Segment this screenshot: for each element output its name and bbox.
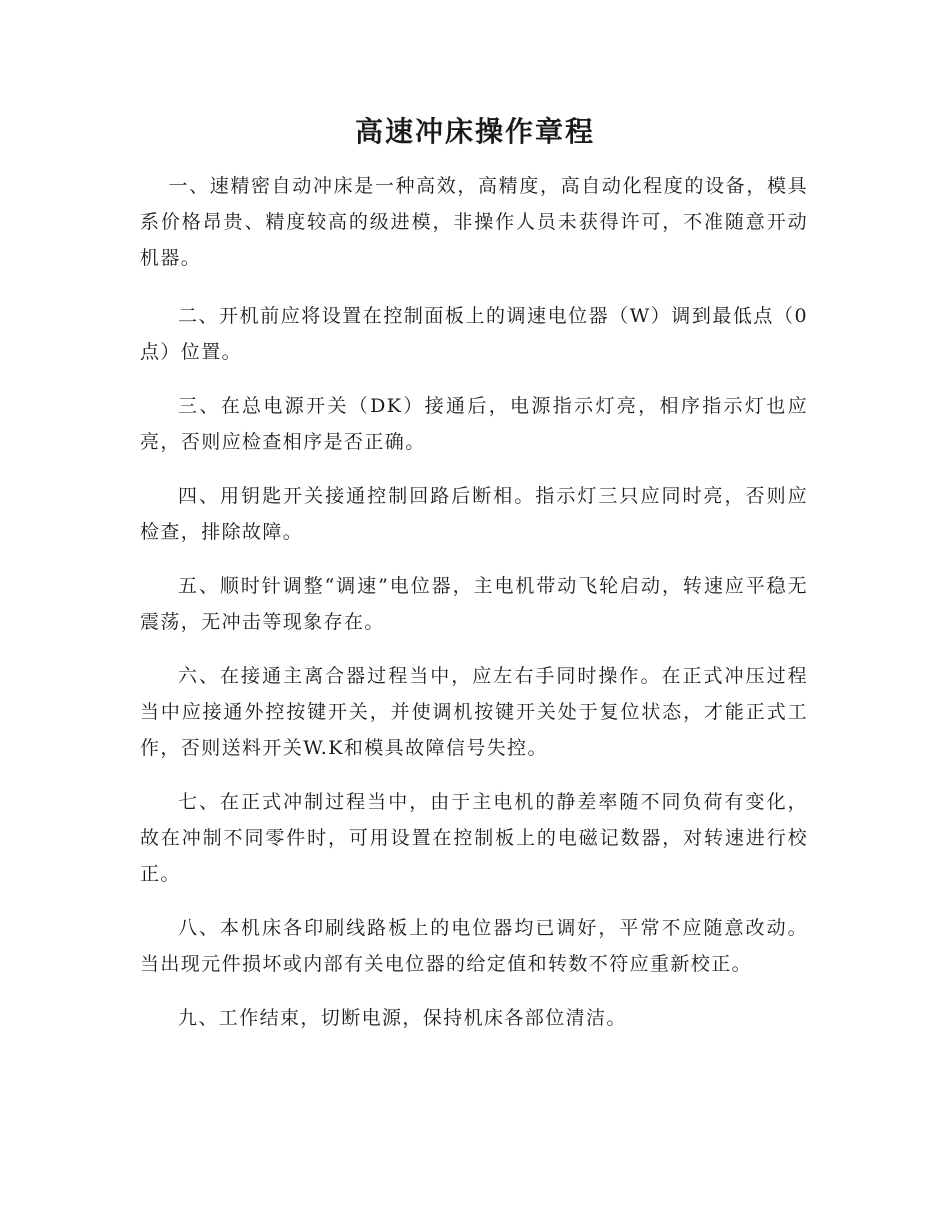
paragraph-2: 二、开机前应将设置在控制面板上的调速电位器（W）调到最低点（0点）位置。 xyxy=(140,305,808,363)
paragraph-9: 九、工作结束，切断电源，保持机床各部位清洁。 xyxy=(178,1007,627,1029)
paragraph-3: 三、在总电源开关（DK）接通后，电源指示灯亮，相序指示灯也应亮，否则应检查相序是否正确。 xyxy=(140,395,808,453)
paragraph-5: 五、顺时针调整“调速”电位器，主电机带动飞轮启动，转速应平稳无震荡，无冲击等现象存在。 xyxy=(140,575,808,633)
paragraph-8: 八、本机床各印刷线路板上的电位器均已调好，平常不应随意改动。当出现元件损坏或内部有关电位器的给定值和转数不符应重新校正。 xyxy=(140,917,808,975)
page-title: 高速冲床操作章程 xyxy=(354,115,595,148)
document-body xyxy=(140,168,808,1054)
paragraph-1: 一、速精密自动冲床是一种高效，高精度，高自动化程度的设备，模具系价格昂贵、精度较高的级进模，非操作人员未获得许可，不准随意开动机器。 xyxy=(140,175,808,269)
paragraph-6: 六、在接通主离合器过程当中，应左右手同时操作。在正式冲压过程当中应接通外控按键开关，并使调机按键开关处于复位状态，才能正式工作，否则送料开关W.K和模具故障信号失控。 xyxy=(140,665,808,759)
paragraph-7: 七、在正式冲制过程当中，由于主电机的静差率随不同负荷有变化，故在冲制不同零件时，可用设置在控制板上的电磁记数器，对转速进行校正。 xyxy=(140,791,808,885)
paragraph-4: 四、用钥匙开关接通控制回路后断相。指示灯三只应同时亮，否则应检查，排除故障。 xyxy=(140,485,808,543)
